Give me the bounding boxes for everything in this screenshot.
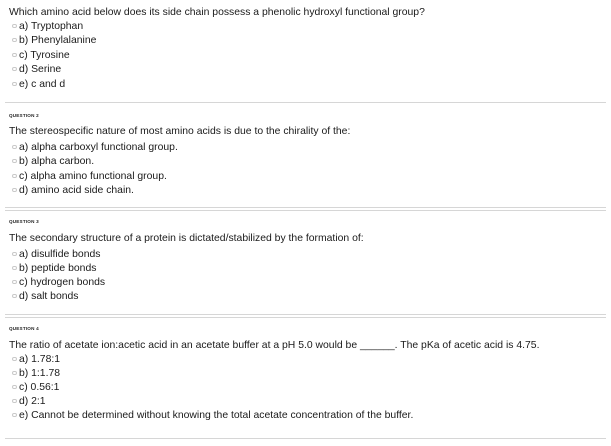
question-label: QUESTION 3 <box>9 219 39 224</box>
option-label: c) 0.56:1 <box>19 381 60 393</box>
answer-option[interactable] <box>12 248 100 260</box>
option-label: c) hydrogen bonds <box>19 276 106 288</box>
answer-option[interactable] <box>12 63 61 75</box>
answer-option[interactable] <box>12 262 96 274</box>
radio-button[interactable] <box>12 357 17 362</box>
answer-option[interactable] <box>12 155 94 167</box>
answer-option[interactable] <box>12 49 70 61</box>
answer-option[interactable] <box>12 141 178 153</box>
radio-button[interactable] <box>12 294 17 299</box>
radio-button[interactable] <box>12 371 17 376</box>
radio-button[interactable] <box>12 174 17 179</box>
divider <box>5 102 606 103</box>
divider <box>5 438 606 439</box>
question-text: The stereospecific nature of most amino acids is due to the chirality of the: <box>9 126 351 137</box>
radio-button[interactable] <box>12 385 17 390</box>
radio-button[interactable] <box>12 145 17 150</box>
option-label: d) 2:1 <box>19 395 46 407</box>
answer-option[interactable] <box>12 381 59 393</box>
answer-option[interactable] <box>12 78 65 90</box>
radio-button[interactable] <box>12 38 17 43</box>
divider <box>5 314 606 318</box>
radio-button[interactable] <box>12 82 17 87</box>
radio-button[interactable] <box>12 252 17 257</box>
answer-option[interactable] <box>12 367 60 379</box>
option-label: b) alpha carbon. <box>19 155 95 167</box>
question-text: Which amino acid below does its side chain possess a phenolic hydroxyl functional group? <box>9 7 425 18</box>
answer-option[interactable] <box>12 353 60 365</box>
option-label: a) disulfide bonds <box>19 248 101 260</box>
question-label: QUESTION 2 <box>9 113 39 118</box>
question-text: The ratio of acetate ion:acetic acid in an acetate buffer at a pH 5.0 would be ______. The pKa of acetic acid is 4.75. <box>9 340 540 351</box>
option-label: c) Tyrosine <box>19 49 70 61</box>
radio-button[interactable] <box>12 53 17 58</box>
answer-option[interactable] <box>12 276 105 288</box>
answer-option[interactable] <box>12 170 167 182</box>
option-label: e) Cannot be determined without knowing the total acetate concentration of the buffer. <box>19 409 414 421</box>
option-label: d) salt bonds <box>19 290 79 302</box>
question-text: The secondary structure of a protein is dictated/stabilized by the formation of: <box>9 233 364 244</box>
answer-option[interactable] <box>12 290 79 302</box>
option-label: a) Tryptophan <box>19 20 84 32</box>
question-label: QUESTION 4 <box>9 326 39 331</box>
option-label: d) Serine <box>19 63 62 75</box>
radio-button[interactable] <box>12 188 17 193</box>
radio-button[interactable] <box>12 159 17 164</box>
answer-option[interactable] <box>12 395 46 407</box>
option-label: a) 1.78:1 <box>19 353 61 365</box>
option-label: c) alpha amino functional group. <box>19 170 167 182</box>
answer-option[interactable] <box>12 34 96 46</box>
option-label: b) peptide bonds <box>19 262 97 274</box>
radio-button[interactable] <box>12 280 17 285</box>
radio-button[interactable] <box>12 24 17 29</box>
option-label: d) amino acid side chain. <box>19 184 134 196</box>
radio-button[interactable] <box>12 413 17 418</box>
option-label: a) alpha carboxyl functional group. <box>19 141 178 153</box>
radio-button[interactable] <box>12 67 17 72</box>
divider <box>5 207 606 211</box>
radio-button[interactable] <box>12 266 17 271</box>
option-label: b) Phenylalanine <box>19 34 97 46</box>
answer-option[interactable] <box>12 20 83 32</box>
answer-option[interactable] <box>12 409 413 421</box>
option-label: e) c and d <box>19 78 66 90</box>
answer-option[interactable] <box>12 184 134 196</box>
option-label: b) 1:1.78 <box>19 367 61 379</box>
radio-button[interactable] <box>12 399 17 404</box>
